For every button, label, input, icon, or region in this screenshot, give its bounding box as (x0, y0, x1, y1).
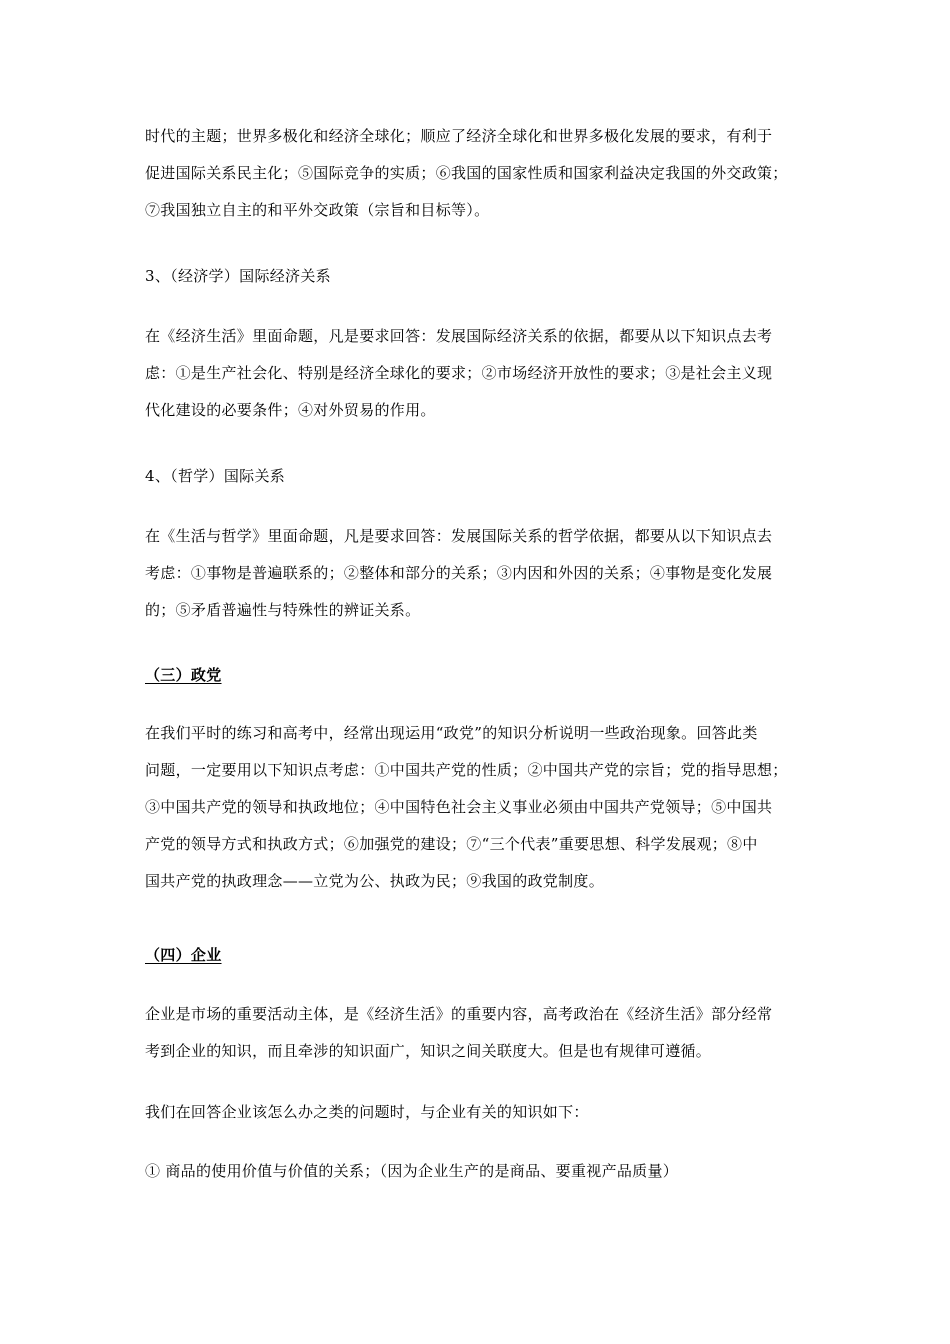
text-line: 的；⑤矛盾普遍性与特殊性的辨证关系。 (145, 601, 421, 619)
text-line: ⑦我国独立自主的和平外交政策（宗旨和目标等）。 (145, 201, 490, 219)
list-item-commodity-value (145, 1153, 805, 1190)
heading-text: （四）企业 (145, 946, 222, 964)
text-line: 虑：①是生产社会化、特别是经济全球化的要求；②市场经济开放性的要求；③是社会主义现 (145, 364, 773, 382)
text-line: 时代的主题；世界多极化和经济全球化；顺应了经济全球化和世界多极化发展的要求，有利于 (145, 127, 773, 145)
text-line: 代化建设的必要条件；④对外贸易的作用。 (145, 401, 436, 419)
paragraph-enterprise (145, 996, 805, 1070)
text-line: 企业是市场的重要活动主体，是《经济生活》的重要内容，高考政治在《经济生活》部分经常 (145, 1005, 773, 1023)
section-heading-enterprise (145, 937, 805, 974)
paragraph-foreign-policy-continued (145, 118, 805, 229)
paragraph-philosophy-relations (145, 518, 805, 629)
section-heading-economic-relations (145, 258, 805, 295)
text-line: ③中国共产党的领导和执政地位；④中国特色社会主义事业必须由中国共产党领导；⑤中国共 (145, 798, 773, 816)
text-line: 4、（哲学）国际关系 (145, 467, 286, 485)
paragraph-economic-relations (145, 318, 805, 429)
text-line: 我们在回答企业该怎么办之类的问题时，与企业有关的知识如下： (145, 1103, 589, 1121)
text-line: 在《经济生活》里面命题，凡是要求回答：发展国际经济关系的依据，都要从以下知识点去考 (145, 327, 773, 345)
section-heading-political-party (145, 657, 805, 694)
section-heading-philosophy-relations (145, 458, 805, 495)
text-line: 产党的领导方式和执政方式；⑥加强党的建设；⑦“三个代表”重要思想、科学发展观；⑧中 (145, 835, 758, 853)
text-line: 国共产党的执政理念——立党为公、执政为民；⑨我国的政党制度。 (145, 872, 605, 890)
text-line: 3、（经济学）国际经济关系 (145, 267, 331, 285)
text-line: 在《生活与哲学》里面命题，凡是要求回答：发展国际关系的哲学依据，都要从以下知识点去 (145, 527, 773, 545)
text-line: 考虑：①事物是普遍联系的；②整体和部分的关系；③内因和外因的关系；④事物是变化发展 (145, 564, 773, 582)
text-line: 问题，一定要用以下知识点考虑：①中国共产党的性质；②中国共产党的宗旨；党的指导思想； (145, 761, 788, 779)
text-line: 在我们平时的练习和高考中，经常出现运用“政党”的知识分析说明一些政治现象。回答此类 (145, 724, 758, 742)
text-line: 考到企业的知识，而且牵涉的知识面广，知识之间关联度大。但是也有规律可遵循。 (145, 1042, 712, 1060)
paragraph-political-party (145, 715, 805, 900)
text-line: ① 商品的使用价值与价值的关系；（因为企业生产的是商品、要重视产品质量） (145, 1162, 679, 1180)
heading-text: （三）政党 (145, 666, 222, 684)
paragraph-enterprise-knowledge-intro (145, 1094, 805, 1131)
text-line: 促进国际关系民主化；⑤国际竞争的实质；⑥我国的国家性质和国家利益决定我国的外交政策； (145, 164, 788, 182)
